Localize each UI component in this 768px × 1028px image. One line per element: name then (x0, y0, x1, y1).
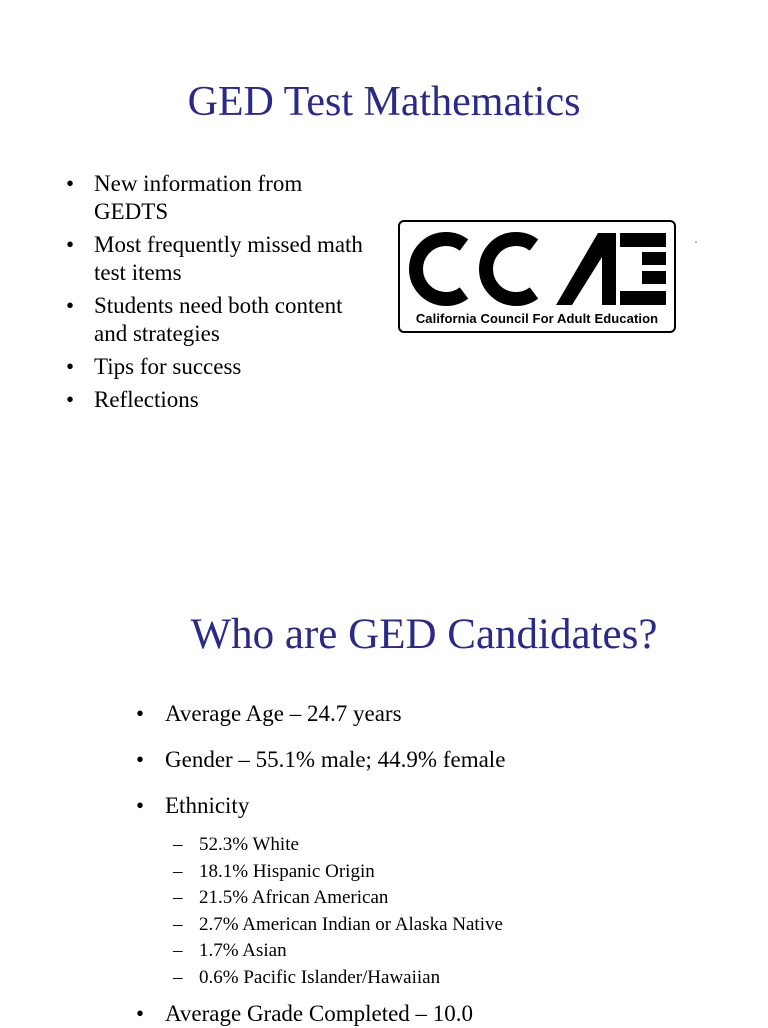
bullet-text: Gender – 55.1% male; 44.9% female (165, 747, 506, 772)
sub-item-text: 21.5% African American (199, 887, 389, 909)
ccae-logo-mark-icon (406, 227, 670, 311)
decorative-dot (695, 241, 697, 243)
sub-item (173, 965, 756, 992)
dash-icon: – (173, 940, 183, 962)
dash-icon: – (173, 834, 183, 855)
bullet-icon: • (66, 232, 75, 257)
bullet-item (136, 700, 756, 728)
bullet-text: Reflections (94, 387, 199, 412)
bullet-text: Average Grade Completed – 10.0 (165, 1001, 474, 1026)
bullet-text: Average Age – 24.7 years (165, 701, 402, 726)
bullet-text: Tips for success (94, 354, 242, 379)
sub-item (173, 885, 756, 912)
slide-2-bullet-list (136, 700, 756, 1010)
bullet-icon: • (66, 354, 75, 379)
logo-caption: California Council For Adult Education (415, 311, 659, 326)
bullet-item (136, 792, 756, 992)
bullet-item (66, 292, 366, 348)
sub-item-text: 52.3% White (199, 834, 299, 855)
ccae-logo (398, 220, 676, 333)
bullet-text: Most frequently missed math test items (94, 232, 363, 285)
sub-item (173, 832, 756, 859)
dash-icon: – (173, 966, 183, 988)
slide-1-title: GED Test Mathematics (187, 79, 581, 125)
bullet-icon: • (136, 747, 145, 772)
dash-icon: – (173, 887, 183, 909)
sub-item (173, 938, 756, 965)
bullet-icon: • (136, 793, 145, 818)
slide-1-bullet-list (66, 170, 366, 419)
dash-icon: – (173, 860, 183, 882)
sub-item-text: 0.6% Pacific Islander/Hawaiian (199, 966, 441, 988)
bullet-icon: • (66, 171, 75, 196)
bullet-text: Ethnicity (165, 793, 250, 818)
sub-item-text: 1.7% Asian (199, 940, 287, 962)
bullet-icon: • (136, 701, 145, 726)
bullet-text: New information from GEDTS (94, 171, 303, 224)
bullet-text: Students need both content and strategies (94, 293, 343, 346)
bullet-icon: • (136, 1001, 145, 1026)
ethnicity-list (173, 832, 756, 992)
slide-2-title: Who are GED Candidates? (190, 611, 658, 658)
sub-item (173, 859, 756, 886)
bullet-icon: • (66, 387, 75, 412)
sub-item-text: 2.7% American Indian or Alaska Native (199, 913, 503, 935)
dash-icon: – (173, 913, 183, 935)
bullet-item (66, 386, 366, 414)
bullet-item (136, 746, 756, 774)
bullet-item (66, 170, 366, 226)
bullet-icon: • (66, 293, 75, 318)
slide-2 (0, 590, 768, 1024)
bullet-item (66, 353, 366, 381)
sub-item-text: 18.1% Hispanic Origin (199, 860, 375, 882)
bullet-item (66, 231, 366, 287)
slide-1 (0, 0, 768, 470)
sub-item (173, 912, 756, 939)
